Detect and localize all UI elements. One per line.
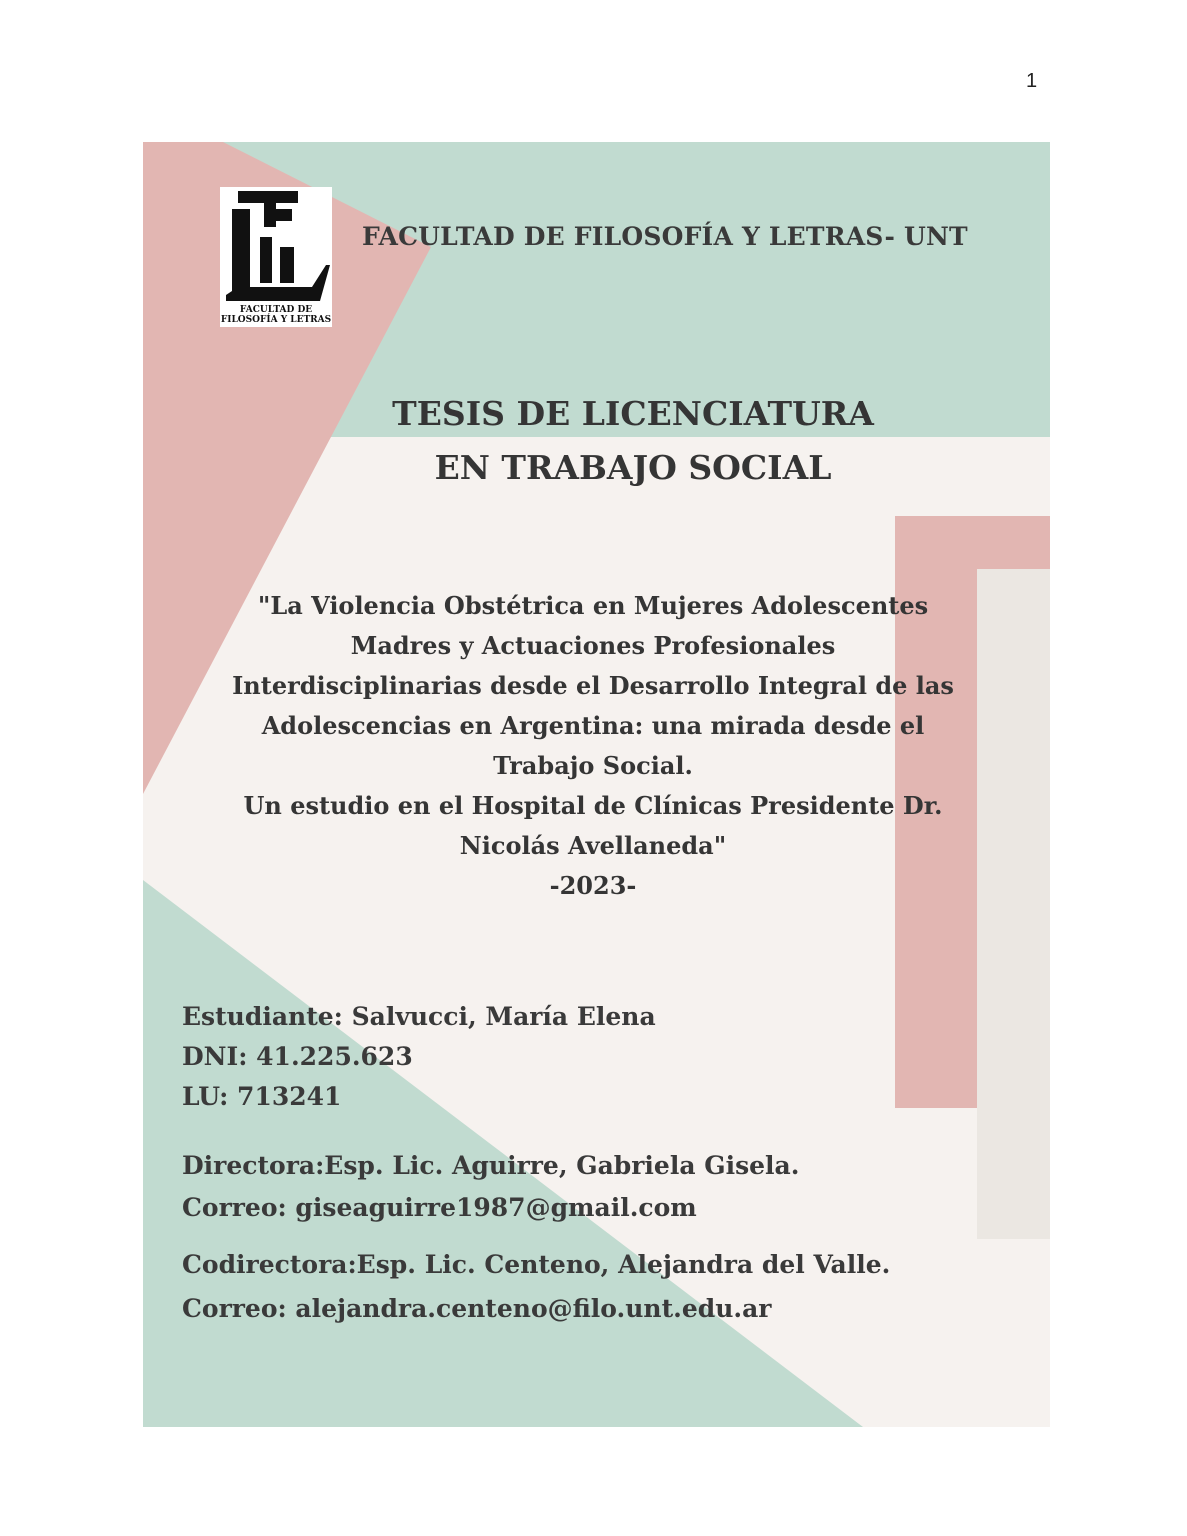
- director-email: Correo: giseaguirre1987@gmail.com: [182, 1193, 697, 1222]
- faculty-heading: FACULTAD DE FILOSOFÍA Y LETRAS- UNT: [362, 222, 968, 251]
- director-info: [182, 1145, 982, 1229]
- codirector-email: Correo: alejandra.centeno@filo.unt.edu.ar: [182, 1294, 772, 1323]
- logo-caption-line2: FILOSOFÍA Y LETRAS: [220, 315, 332, 325]
- logo-caption-line1: FACULTAD DE: [239, 305, 313, 315]
- title-line: Madres y Actuaciones Profesionales: [350, 631, 836, 660]
- title-year: -2023-: [549, 871, 637, 900]
- thesis-title: [203, 586, 983, 906]
- faculty-logo: [220, 187, 332, 327]
- codirector-name: Codirectora:Esp. Lic. Centeno, Alejandra del Valle.: [182, 1250, 891, 1279]
- grey-right-panel: [977, 569, 1050, 1239]
- student-lu: LU: 713241: [182, 1082, 342, 1111]
- codirector-info: [182, 1243, 982, 1331]
- title-line: Interdisciplinarias desde el Desarrollo Integral de las: [232, 671, 954, 700]
- thesis-line2: EN TRABAJO SOCIAL: [434, 448, 832, 487]
- student-info: [182, 997, 982, 1117]
- title-line: Nicolás Avellaneda": [459, 831, 727, 860]
- thesis-line1: TESIS DE LICENCIATURA: [392, 394, 874, 433]
- director-name: Directora:Esp. Lic. Aguirre, Gabriela Gisela.: [182, 1151, 800, 1180]
- title-line: Adolescencias en Argentina: una mirada desde el: [261, 711, 925, 740]
- thesis-heading: [323, 387, 943, 495]
- fl-monogram-icon: [220, 187, 332, 305]
- student-dni: DNI: 41.225.623: [182, 1042, 413, 1071]
- title-line: "La Violencia Obstétrica en Mujeres Adolescentes: [257, 591, 929, 620]
- cover-page: [143, 142, 1050, 1427]
- page-number: 1: [1026, 70, 1038, 92]
- title-line: Trabajo Social.: [493, 751, 693, 780]
- title-line: Un estudio en el Hospital de Clínicas Presidente Dr.: [243, 791, 943, 820]
- logo-caption: [220, 305, 332, 325]
- student-name: Estudiante: Salvucci, María Elena: [182, 1002, 656, 1031]
